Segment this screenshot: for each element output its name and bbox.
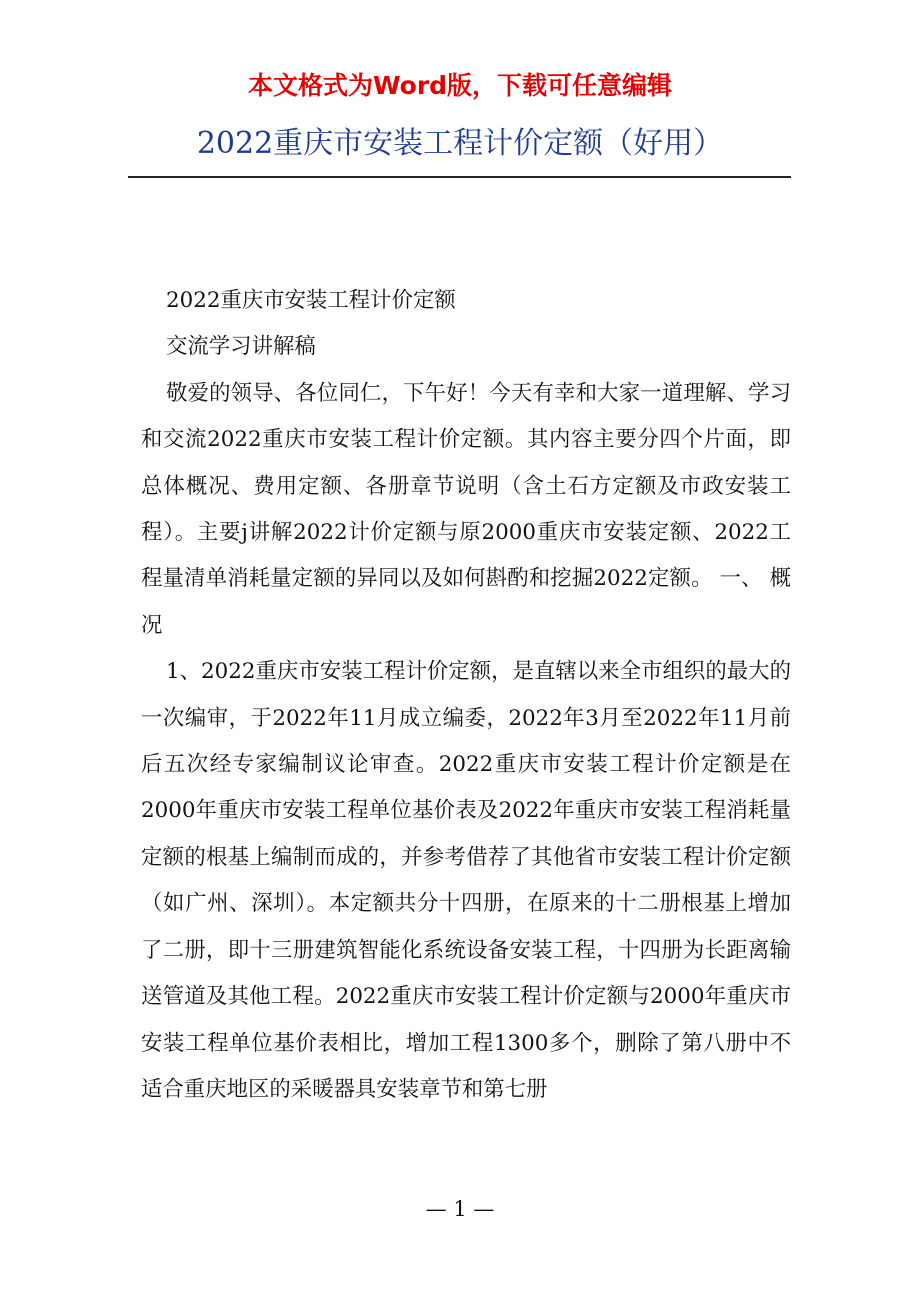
body-paragraph-intro: 敬爱的领导、各位同仁，下午好！今天有幸和大家一道理解、学习和交流2022重庆市安装工程计价定额。其内容主要分四个片面，即总体概况、费用定额、各册章节说明（含土石方定额及市政安装工程）。主要j讲解2022计价定额与原2000重庆市安装定额、2022工程量清单消耗量定额的异同以及如何斟酌和挖掘2022定额。 一、 概况 (141, 380, 791, 638)
body-subheading: 交流学习讲解稿 (166, 334, 316, 360)
body-paragraph-overview: 1、2022重庆市安装工程计价定额，是直辖以来全市组织的最大的一次编审，于2022年11月成立编委，2022年3月至2022年11月前后五次经专家编制议论审查。2022重庆市安装工程计价定额是在2000年重庆市安装工程单位基价表及2022年重庆市安装工程消耗量定额的根基上编制而成的，并参考借荐了其他省市安装工程计价定额（如广州、深圳）。本定额共分十四册，在原来的十二册根基上增加了二册，即十三册建筑智能化系统设备安装工程，十四册为长距离输送管道及其他工程。2022重庆市安装工程计价定额与2000年重庆市安装工程单位基价表相比，增加工程1300多个，删除了第八册中不适合重庆地区的采暖器具安装章节和第七册 (141, 659, 791, 1102)
body-heading: 2022重庆市安装工程计价定额 (166, 288, 456, 313)
document-title: 2022重庆市安装工程计价定额（好用） (196, 126, 724, 161)
title-divider (128, 176, 791, 178)
page-number: — 1 — (425, 1197, 495, 1221)
document-body (141, 278, 791, 1113)
download-banner: 本文格式为Word版，下载可任意编辑 (247, 71, 673, 100)
